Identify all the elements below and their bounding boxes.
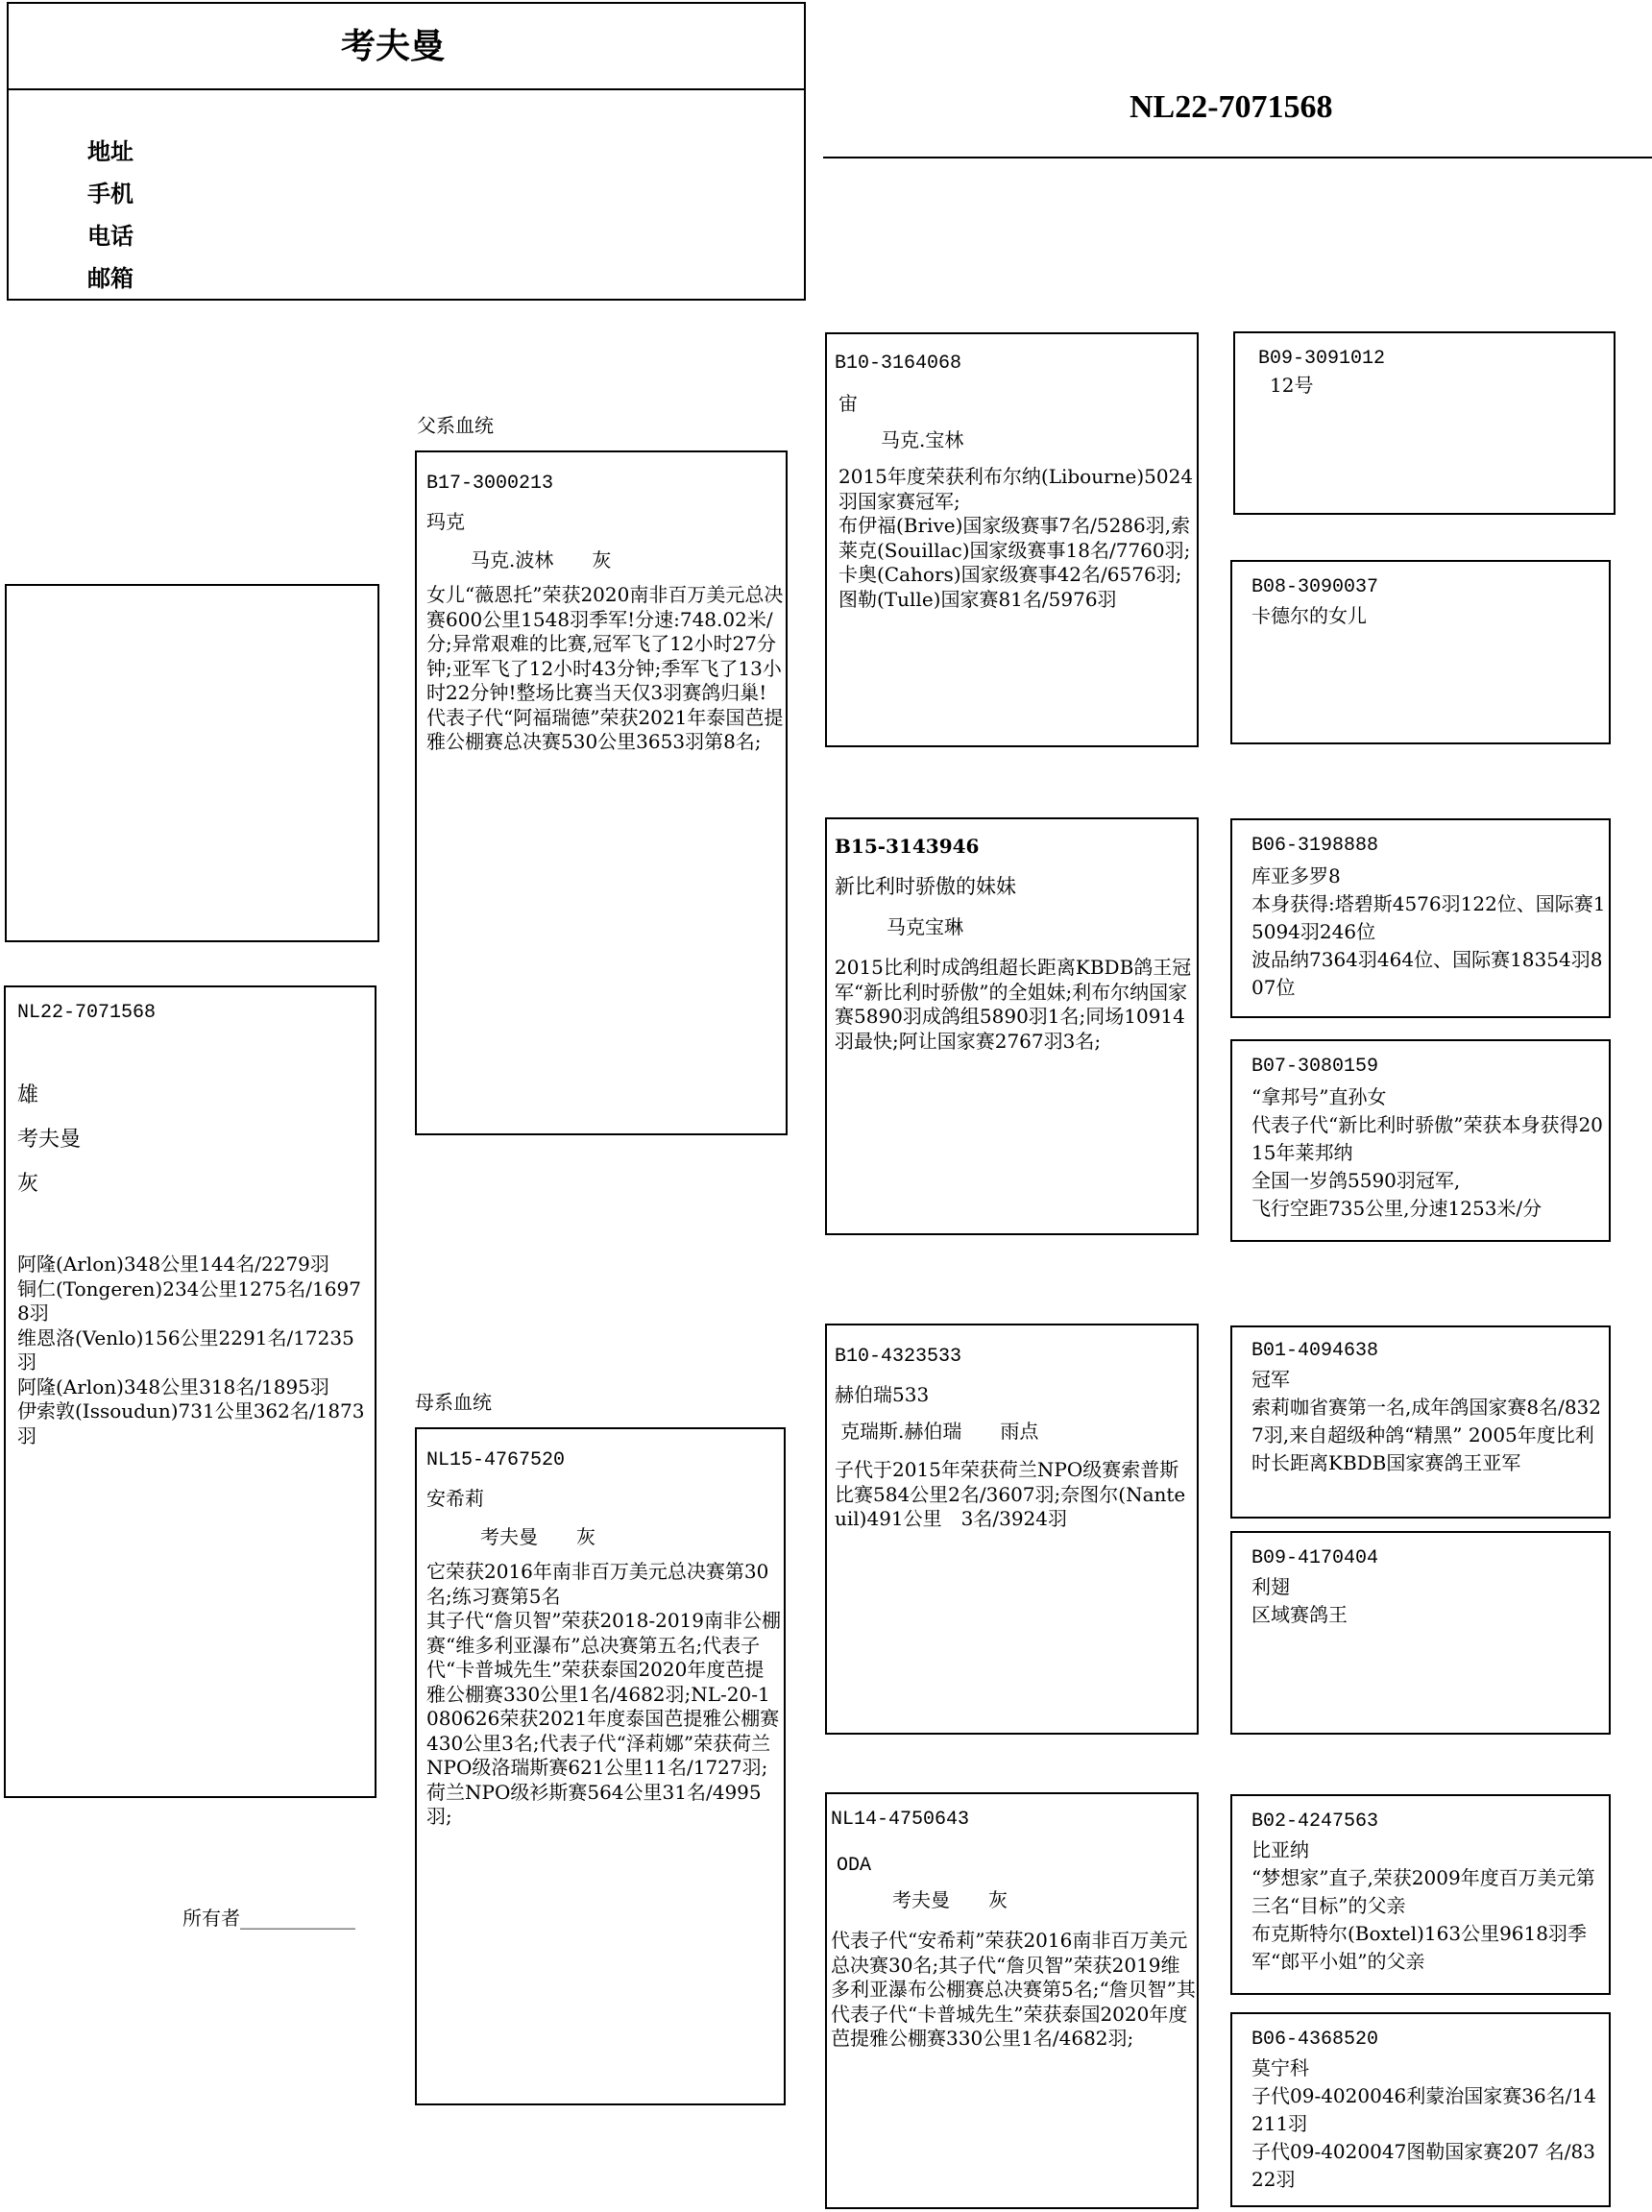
ggp-3-ring: B06-3198888 bbox=[1251, 835, 1379, 857]
gp-sd-name: 新比利时骄傲的妹妹 bbox=[835, 875, 1016, 898]
gp-ds-strain: 克瑞斯.赫伯瑞 雨点 bbox=[840, 1420, 1039, 1443]
subject-results: 阿隆(Arlon)348公里144名/2279羽 铜仁(Tongeren)234公里1275名/16978羽 维恩洛(Venlo)156公里2291名/17235羽 阿隆(Arlon)348公里318名/1895羽 伊索敦(Issoudun)731公里362名/1873羽 bbox=[17, 1252, 365, 1447]
ggp-1-ring: B09-3091012 bbox=[1258, 348, 1386, 370]
gp-ss-notes: 2015年度荣获利布尔纳(Libourne)5024羽国家赛冠军; 布伊福(Brive)国家级赛事7名/5286羽,索莱克(Souillac)国家级赛事18名/7760羽;卡奥(Cahors)国家级赛事42名/6576羽;图勒(Tulle)国家赛81名/5976羽 bbox=[838, 465, 1194, 611]
ggp-4-text: “拿邦号”直孙女 代表子代“新比利时骄傲”荣获本身获得2015年莱邦纳 全国一岁鸽5590羽冠军, 飞行空距735公里,分速1253米/分 bbox=[1251, 1085, 1603, 1220]
dam-section-label: 母系血统 bbox=[415, 1391, 492, 1414]
ggp-box-6 bbox=[1230, 1531, 1611, 1735]
ggp-box-2 bbox=[1230, 560, 1611, 744]
ggp-box-3 bbox=[1230, 818, 1611, 1018]
grandsire-sire-side-box bbox=[825, 332, 1199, 747]
ggp-5-text: 冠军 索莉咖省赛第一名,成年鸽国家赛8名/8327羽,来自超级种鸽“精黑” 2005年度比利时长距离KBDB国家赛鸽王亚军 bbox=[1251, 1368, 1601, 1474]
contact-mobile-label: 手机 bbox=[87, 180, 134, 207]
ggp-6-ring: B09-4170404 bbox=[1251, 1547, 1379, 1569]
dam-name: 安希莉 bbox=[426, 1487, 484, 1510]
ggp-2-ring: B08-3090037 bbox=[1251, 576, 1379, 598]
gp-dd-name: ODA bbox=[837, 1855, 872, 1877]
grandsire-dam-side-box bbox=[825, 1324, 1199, 1735]
ring-number-title: NL22-7071568 bbox=[1130, 89, 1333, 125]
sire-strain: 马克.波林 灰 bbox=[471, 548, 612, 571]
granddam-dam-side-box bbox=[825, 1792, 1199, 2209]
gp-sd-ring: B15-3143946 bbox=[835, 835, 980, 858]
photo-placeholder bbox=[5, 584, 379, 942]
gp-ds-ring: B10-4323533 bbox=[835, 1346, 962, 1368]
contact-phone-label: 电话 bbox=[87, 222, 134, 250]
ring-number-underline bbox=[823, 157, 1652, 158]
dam-notes: 它荣获2016年南非百万美元总决赛第30名;练习赛第5名 其子代“詹贝智”荣获2018-2019南非公棚赛“维多利亚瀑布”总决赛第五名;代表子代“卡普城先生”荣获泰国2020年度芭提雅公棚赛330公里1名/4682羽;NL-20-1080626荣获2021年度泰国芭提雅公棚赛430公里3名;代表子代“泽莉娜”荣获荷兰NPO级洛瑞斯赛621公里11名/1727羽;荷兰NPO级衫斯赛564公里31名/4995羽; bbox=[426, 1560, 782, 1828]
owner-name-title: 考夫曼 bbox=[340, 26, 445, 66]
ggp-1-text: 12号 bbox=[1270, 374, 1314, 397]
ggp-4-ring: B07-3080159 bbox=[1251, 1056, 1379, 1078]
sire-box bbox=[415, 450, 788, 1135]
subject-sex: 雄 bbox=[17, 1083, 39, 1107]
sire-name: 玛克 bbox=[426, 510, 465, 533]
ggp-8-ring: B06-4368520 bbox=[1251, 2029, 1379, 2051]
sire-notes: 女儿“薇恩托”荣获2020南非百万美元总决赛600公里1548羽季军!分速:748.02米/分;异常艰难的比赛,冠军飞了12小时27分钟;亚军飞了12小时43分钟;季军飞了13小时22分钟!整场比赛当天仅3羽赛鸽归巢! 代表子代“阿福瑞德”荣获2021年泰国芭提雅公棚赛总决赛530公里3653羽第8名; bbox=[426, 583, 784, 753]
ggp-5-ring: B01-4094638 bbox=[1251, 1340, 1379, 1362]
gp-ss-strain: 马克.宝林 bbox=[881, 428, 964, 451]
dam-box bbox=[415, 1427, 786, 2105]
granddam-sire-side-box bbox=[825, 817, 1199, 1235]
ggp-8-text: 莫宁科 子代09-4020046利蒙治国家赛36名/14211羽 子代09-4020047图勒国家赛207 名/8322羽 bbox=[1251, 2056, 1596, 2191]
header-divider bbox=[9, 88, 804, 90]
dam-ring: NL15-4767520 bbox=[426, 1449, 566, 1471]
subject-ring: NL22-7071568 bbox=[17, 1002, 157, 1024]
ggp-6-text: 利翅 区域赛鸽王 bbox=[1251, 1575, 1348, 1626]
ggp-box-4 bbox=[1230, 1039, 1611, 1242]
gp-ds-name: 赫伯瑞533 bbox=[835, 1383, 930, 1406]
gp-dd-strain: 考夫曼 灰 bbox=[892, 1888, 1008, 1911]
sire-section-label: 父系血统 bbox=[417, 414, 494, 437]
gp-sd-strain: 马克宝琳 bbox=[887, 915, 963, 938]
subject-name: 考夫曼 bbox=[17, 1128, 82, 1152]
ggp-7-text: 比亚纳 “梦想家”直子,荣获2009年度百万美元第三名“目标”的父亲 布克斯特尔(Boxtel)163公里9618羽季军“郎平小姐”的父亲 bbox=[1251, 1838, 1595, 1973]
gp-dd-notes: 代表子代“安希莉”荣获2016南非百万美元总决赛30名;其子代“詹贝智”荣获2019维多利亚瀑布公棚赛总决赛第5名;“詹贝智”其代表子代“卡普城先生”荣获泰国2020年度芭提雅公棚赛330公里1名/4682羽; bbox=[831, 1929, 1196, 2050]
gp-sd-notes: 2015比利时成鸽组超长距离KBDB鸽王冠军“新比利时骄傲”的全姐妹;利布尔纳国家赛5890羽成鸽组5890羽1名;同场10914羽最快;阿让国家赛2767羽3名; bbox=[835, 956, 1192, 1053]
gp-dd-ring: NL14-4750643 bbox=[831, 1809, 970, 1831]
subject-pigeon-box bbox=[4, 985, 377, 1798]
gp-ss-name: 宙 bbox=[838, 392, 858, 415]
dam-strain: 考夫曼 灰 bbox=[480, 1525, 595, 1548]
contact-email-label: 邮箱 bbox=[87, 264, 134, 292]
ggp-box-7 bbox=[1230, 1794, 1611, 1995]
ggp-box-8 bbox=[1230, 2012, 1611, 2207]
owner-header-box bbox=[7, 2, 806, 301]
gp-ss-ring: B10-3164068 bbox=[835, 352, 962, 375]
ggp-box-5 bbox=[1230, 1325, 1611, 1519]
ggp-2-text: 卡德尔的女儿 bbox=[1251, 604, 1367, 627]
ggp-7-ring: B02-4247563 bbox=[1251, 1811, 1379, 1833]
gp-ds-notes: 子代于2015年荣获荷兰NPO级赛索普斯比赛584公里2名/3607羽;奈图尔(Nanteuil)491公里 3名/3924羽 bbox=[835, 1458, 1186, 1530]
ggp-box-1 bbox=[1233, 331, 1616, 515]
subject-color: 灰 bbox=[17, 1172, 39, 1196]
ggp-3-text: 库亚多罗8 本身获得:塔碧斯4576羽122位、国际赛15094羽246位 波品纳7364羽464位、国际赛18354羽807位 bbox=[1251, 864, 1606, 999]
contact-address-label: 地址 bbox=[87, 137, 134, 165]
owner-signature-line: 所有者____________ bbox=[182, 1907, 355, 1930]
sire-ring: B17-3000213 bbox=[426, 473, 554, 495]
